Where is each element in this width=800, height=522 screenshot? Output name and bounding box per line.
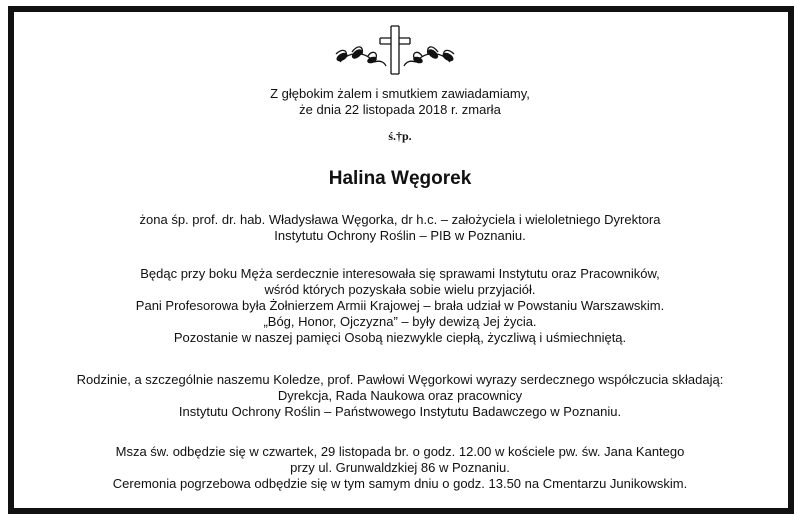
condolences-line: Instytutu Ochrony Roślin – Państwowego Instytutu Badawczego w Poznaniu. — [178, 404, 622, 419]
funeral-line: przy ul. Grunwaldzkiej 86 w Poznaniu. — [290, 460, 510, 475]
abbreviation: ś.†p. — [388, 129, 412, 143]
spouse-info — [0, 212, 800, 244]
condolences-line: Rodzinie, a szczególnie naszemu Koledze, prof. Pawłowi Węgorkowi wyrazy serdecznego współczucia składają: — [76, 372, 724, 387]
biography-line: Będąc przy boku Męża serdecznie interesowała się sprawami Instytutu oraz Pracowników, — [140, 266, 660, 281]
spouse-line: żona śp. prof. dr. hab. Władysława Węgorka, dr h.c. – założyciela i wieloletniego Dyrektora — [139, 212, 661, 227]
condolences-line: Dyrekcja, Rada Naukowa oraz pracownicy — [277, 388, 523, 403]
biography-line: Pani Profesorowa była Żołnierzem Armii Krajowej – brała udział w Powstaniu Warszawskim. — [135, 298, 665, 313]
biography-line: Pozostanie w naszej pamięci Osobą niezwykle ciepłą, życzliwą i uśmiechniętą. — [173, 330, 627, 345]
biography-line: „Bóg, Honor, Ojczyzna” – były dewizą Jej życia. — [263, 314, 537, 329]
funeral-line: Ceremonia pogrzebowa odbędzie się w tym samym dniu o godz. 13.50 na Cmentarzu Junikowskim. — [112, 476, 688, 491]
announcement-line: Z głębokim żalem i smutkiem zawiadamiamy, — [270, 86, 530, 101]
biography-line: wśród których pozyskała sobie wielu przyjaciół. — [264, 282, 536, 297]
deceased-name: Halina Węgorek — [328, 168, 472, 189]
funeral-info — [0, 444, 800, 492]
announcement-line: że dnia 22 listopada 2018 r. zmarła — [299, 102, 501, 117]
biography — [0, 266, 800, 346]
condolences — [0, 372, 800, 420]
funeral-line: Msza św. odbędzie się w czwartek, 29 listopada br. o godz. 12.00 w kościele pw. św. Jana Kantego — [115, 444, 685, 459]
spouse-line: Instytutu Ochrony Roślin – PIB w Poznaniu. — [274, 228, 526, 243]
announcement — [0, 86, 800, 118]
cross-with-leaves-icon — [330, 24, 460, 76]
obituary-frame — [8, 6, 794, 514]
